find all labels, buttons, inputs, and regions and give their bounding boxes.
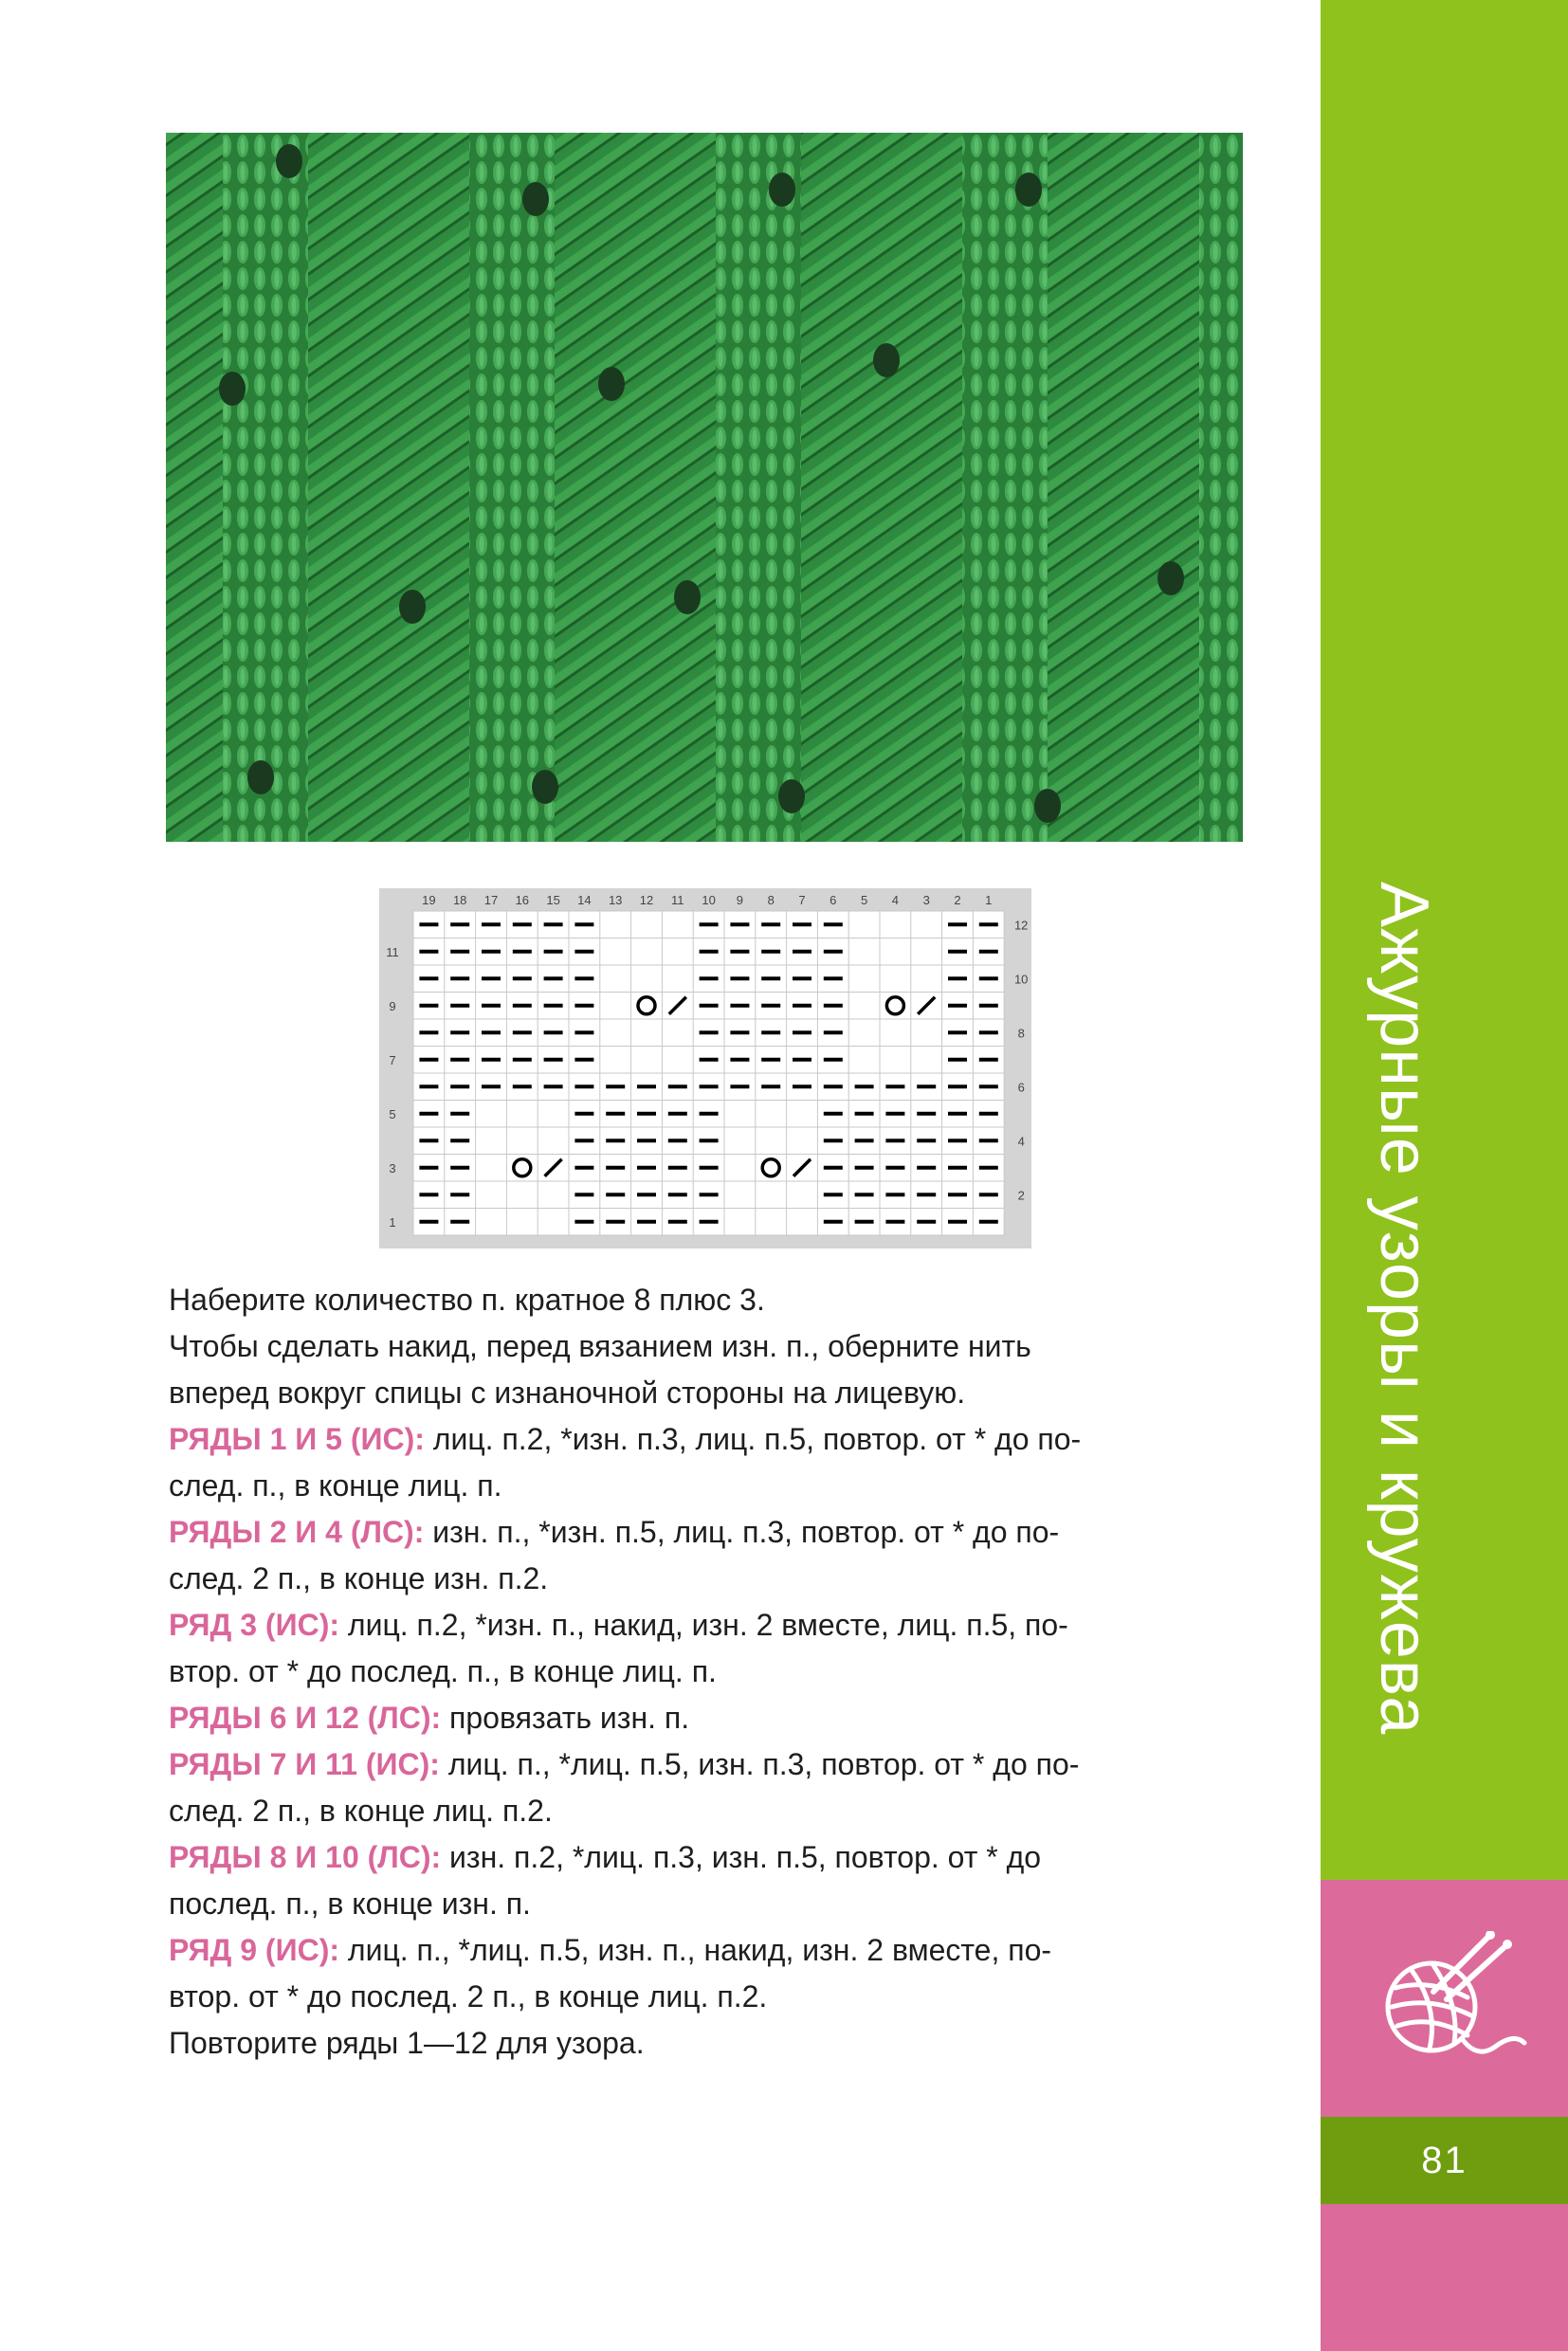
chart-column-number: 19 [422, 893, 436, 907]
row-heading: РЯДЫ 7 И 11 (ИС): [169, 1747, 440, 1781]
chart-row-label: 4 [1017, 1134, 1025, 1149]
chart-column-number: 14 [577, 893, 592, 907]
intro-line: Чтобы сделать накид, перед вязанием изн. п., оберните нить [169, 1329, 1031, 1363]
yarn-ball-icon [1373, 1931, 1528, 2073]
chart-column-number: 4 [891, 893, 900, 907]
chart-row-label: 1 [389, 1214, 396, 1230]
chart-column-number: 7 [798, 893, 806, 907]
chart-row-label: 11 [386, 944, 399, 959]
chart-column-number: 18 [452, 893, 467, 907]
chart-column-number: 2 [954, 893, 961, 907]
row-instruction-cont: след. п., в конце лиц. п. [169, 1468, 502, 1503]
outro-line: Повторите ряды 1—12 для узора. [169, 2026, 645, 2060]
row-instruction [169, 1927, 1268, 1974]
row-heading: РЯДЫ 6 И 12 (ЛС): [169, 1701, 442, 1735]
chart-row-label: 9 [389, 998, 396, 1013]
row-instruction-cont: след. 2 п., в конце лиц. п.2. [169, 1794, 553, 1828]
chart-column-number: 9 [736, 893, 744, 907]
chart-row-label: 2 [1017, 1188, 1025, 1203]
row-text: изн. п.2, *лиц. п.3, изн. п.5, повтор. от * до [441, 1840, 1042, 1874]
row-instruction [169, 1509, 1268, 1556]
row-instruction [169, 1834, 1268, 1881]
side-band-bottom [1321, 2204, 1568, 2351]
section-title: Ажурные узоры и кружева [1366, 882, 1442, 1736]
chart-row-label: 3 [389, 1160, 396, 1176]
row-text: лиц. п.2, *изн. п., накид, изн. 2 вместе, лиц. п.5, по- [339, 1608, 1068, 1642]
chart-column-number: 13 [608, 893, 623, 907]
knitting-sample-photo [166, 133, 1243, 842]
chart-column-number: 16 [515, 893, 530, 907]
row-heading: РЯДЫ 8 И 10 (ЛС): [169, 1840, 442, 1874]
knitting-chart [379, 888, 1031, 1248]
chart-row-label: 6 [1017, 1080, 1025, 1095]
chart-column-number: 12 [639, 893, 654, 907]
chart-row-label: 7 [389, 1052, 396, 1067]
row-instruction [169, 1695, 1268, 1741]
chart-row-label: 12 [1013, 918, 1029, 933]
chart-column-number: 11 [671, 893, 684, 907]
chart-column-number: 15 [546, 893, 560, 907]
row-heading: РЯДЫ 1 И 5 (ИС): [169, 1422, 425, 1456]
row-heading: РЯДЫ 2 И 4 (ЛС): [169, 1515, 425, 1549]
row-instruction [169, 1416, 1268, 1463]
row-instruction [169, 1741, 1268, 1788]
chart-column-number: 8 [767, 893, 775, 907]
chart-column-number: 1 [985, 893, 993, 907]
row-instruction-cont: послед. п., в конце изн. п. [169, 1886, 531, 1921]
row-text: провязать изн. п. [441, 1701, 690, 1735]
chart-row-label: 10 [1013, 972, 1029, 987]
side-band [1321, 0, 1568, 1880]
chart-column-number: 17 [483, 893, 499, 907]
chart-column-number: 3 [922, 893, 930, 907]
page-number-box [1321, 2117, 1568, 2204]
row-text: лиц. п., *лиц. п.5, изн. п., накид, изн. 2 вместе, по- [339, 1933, 1052, 1967]
row-instruction-cont: след. 2 п., в конце изн. п.2. [169, 1561, 549, 1595]
intro-line: вперед вокруг спицы с изнаночной стороны на лицевую. [169, 1376, 966, 1410]
row-heading: РЯД 9 (ИС): [169, 1933, 339, 1967]
row-text: лиц. п.2, *изн. п.3, лиц. п.5, повтор. от * до по- [424, 1422, 1082, 1456]
chart-row-label: 8 [1017, 1026, 1025, 1041]
intro-line: Наберите количество п. кратное 8 плюс 3. [169, 1283, 765, 1317]
row-instruction-cont: втор. от * до послед. 2 п., в конце лиц. п.2. [169, 1979, 768, 2014]
row-heading: РЯД 3 (ИС): [169, 1608, 339, 1642]
row-instruction-cont: втор. от * до послед. п., в конце лиц. п. [169, 1654, 717, 1688]
row-instruction [169, 1602, 1268, 1649]
chart-column-number: 6 [830, 893, 837, 907]
instructions [169, 1277, 1268, 2067]
row-text: изн. п., *изн. п.5, лиц. п.3, повтор. от * до по- [424, 1515, 1060, 1549]
chart-column-number: 5 [860, 893, 868, 907]
row-text: лиц. п., *лиц. п.5, изн. п.3, повтор. от * до по- [439, 1747, 1080, 1781]
chart-row-label: 5 [389, 1106, 396, 1121]
chart-column-number: 10 [702, 893, 716, 907]
page-number: 81 [1421, 2139, 1468, 2181]
